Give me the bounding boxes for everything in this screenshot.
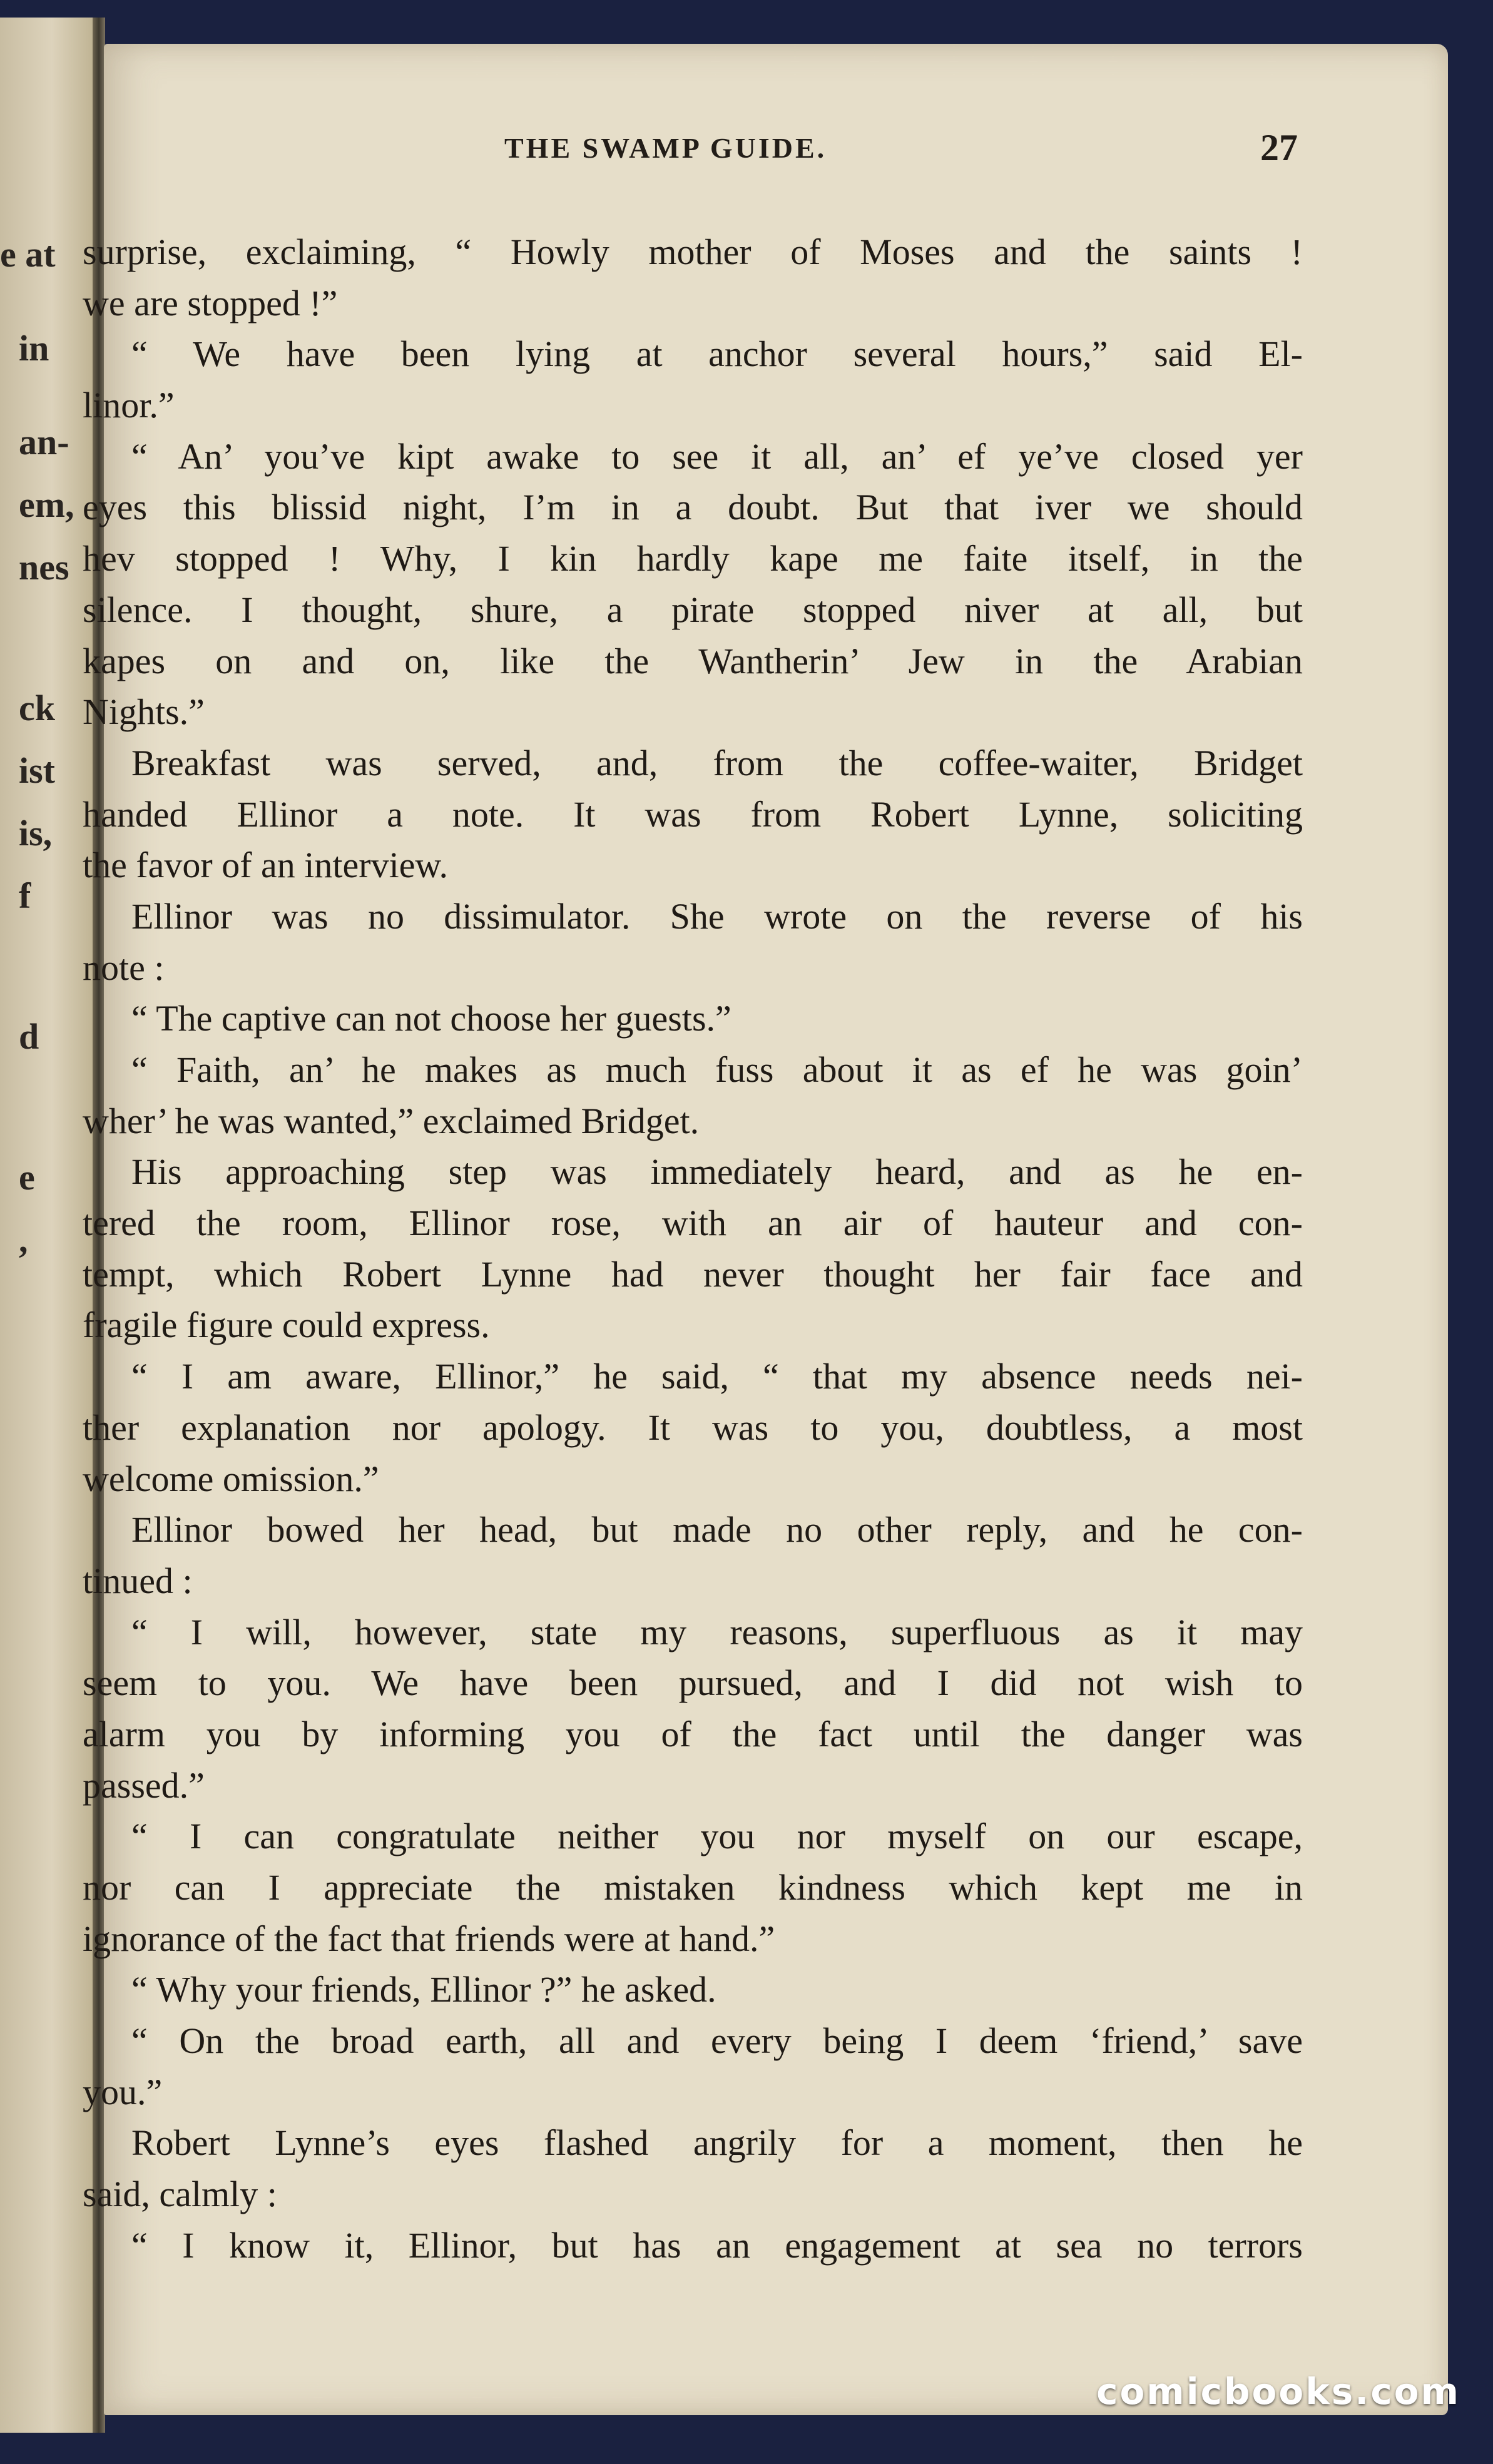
site-watermark: comicbooks.com bbox=[1096, 2370, 1460, 2413]
text-line: said, calmly : bbox=[83, 2174, 277, 2215]
text-line: you.” bbox=[83, 2071, 163, 2112]
text-line: surprise, exclaiming, “ Howly mother of Moses and the saints ! bbox=[83, 232, 1303, 272]
left-page-fragment: nes bbox=[19, 547, 69, 588]
text-line: passed.” bbox=[83, 1764, 205, 1806]
text-line: silence. I thought, shure, a pirate stopped niver at all, but bbox=[83, 589, 1303, 630]
left-page-fragment: f bbox=[19, 875, 31, 916]
text-line: fragile figure could express. bbox=[83, 1305, 490, 1346]
text-line: linor.” bbox=[83, 385, 175, 426]
left-page-fragment: an- bbox=[19, 422, 69, 462]
text-line: “ Why your friends, Ellinor ?” he asked. bbox=[131, 1969, 716, 2010]
text-line: kapes on and on, like the Wantherin’ Jew in the Arabian bbox=[83, 640, 1303, 681]
text-line: ther explanation nor apology. It was to you, doubtless, a most bbox=[83, 1407, 1303, 1448]
page-header bbox=[104, 127, 1448, 169]
text-line: “ We have been lying at anchor several hours,” said El- bbox=[131, 333, 1303, 375]
text-line: nor can I appreciate the mistaken kindness which kept me in bbox=[83, 1867, 1303, 1908]
text-line: His approaching step was immediately heard, and as he en- bbox=[131, 1151, 1303, 1193]
body-text bbox=[83, 227, 1303, 2271]
text-line: “ An’ you’ve kipt awake to see it all, an’ ef ye’ve closed yer bbox=[131, 435, 1303, 477]
text-line: “ On the broad earth, all and every being I deem ‘friend,’ save bbox=[131, 2020, 1303, 2062]
text-line: ignorance of the fact that friends were at hand.” bbox=[83, 1918, 775, 1959]
text-line: Ellinor bowed her head, but made no other reply, and he con- bbox=[131, 1509, 1303, 1550]
left-page-fragment: is, bbox=[19, 813, 53, 853]
left-page-fragment: d bbox=[19, 1016, 39, 1057]
text-line: “ Faith, an’ he makes as much fuss about it as ef he was goin’ bbox=[131, 1049, 1303, 1090]
text-line: the favor of an interview. bbox=[83, 845, 449, 886]
text-line: “ I will, however, state my reasons, superfluous as it may bbox=[131, 1611, 1303, 1652]
text-line: “ I can congratulate neither you nor myself on our escape, bbox=[131, 1816, 1303, 1857]
text-line: Robert Lynne’s eyes flashed angrily for a moment, then he bbox=[131, 2122, 1303, 2164]
text-line: tinued : bbox=[83, 1560, 193, 1601]
page-number: 27 bbox=[1260, 127, 1298, 168]
text-line: tempt, which Robert Lynne had never thought her fair face and bbox=[83, 1253, 1303, 1295]
text-line: tered the room, Ellinor rose, with an air of hauteur and con- bbox=[83, 1203, 1303, 1244]
text-line: note : bbox=[83, 947, 165, 988]
text-line: “ I know it, Ellinor, but has an engagement at sea no terrors bbox=[131, 2224, 1303, 2266]
text-line: “ I am aware, Ellinor,” he said, “ that my absence needs nei- bbox=[131, 1356, 1303, 1397]
left-page-fragment: e bbox=[19, 1157, 35, 1198]
text-line: wher’ he was wanted,” exclaimed Bridget. bbox=[83, 1100, 700, 1141]
left-page-fragment: in bbox=[19, 328, 49, 369]
text-line: Breakfast was served, and, from the coffee-waiter, Bridget bbox=[131, 742, 1303, 783]
running-head: THE SWAMP GUIDE. bbox=[504, 132, 827, 164]
text-line: eyes this blissid night, I’m in a doubt. But that iver we should bbox=[83, 487, 1303, 528]
text-line: we are stopped !” bbox=[83, 282, 338, 323]
left-page-fragment: , bbox=[19, 1219, 28, 1260]
text-line: hev stopped ! Why, I kin hardly kape me faite itself, in the bbox=[83, 538, 1303, 579]
text-line: seem to you. We have been pursued, and I did not wish to bbox=[83, 1662, 1303, 1704]
left-page-fragment: ck bbox=[19, 688, 55, 728]
left-page-fragment: ist bbox=[19, 750, 55, 791]
text-line: Ellinor was no dissimulator. She wrote on the reverse of his bbox=[131, 895, 1303, 937]
text-line: alarm you by informing you of the fact until the danger was bbox=[83, 1713, 1303, 1754]
text-line: “ The captive can not choose her guests.” bbox=[131, 998, 731, 1039]
text-line: welcome omission.” bbox=[83, 1458, 379, 1499]
left-page-fragment: em, bbox=[19, 484, 74, 525]
left-page-fragment: e at bbox=[0, 234, 56, 275]
text-line: Nights.” bbox=[83, 691, 205, 733]
text-line: handed Ellinor a note. It was from Robert Lynne, soliciting bbox=[83, 793, 1303, 835]
left-page-edge bbox=[0, 18, 94, 2433]
